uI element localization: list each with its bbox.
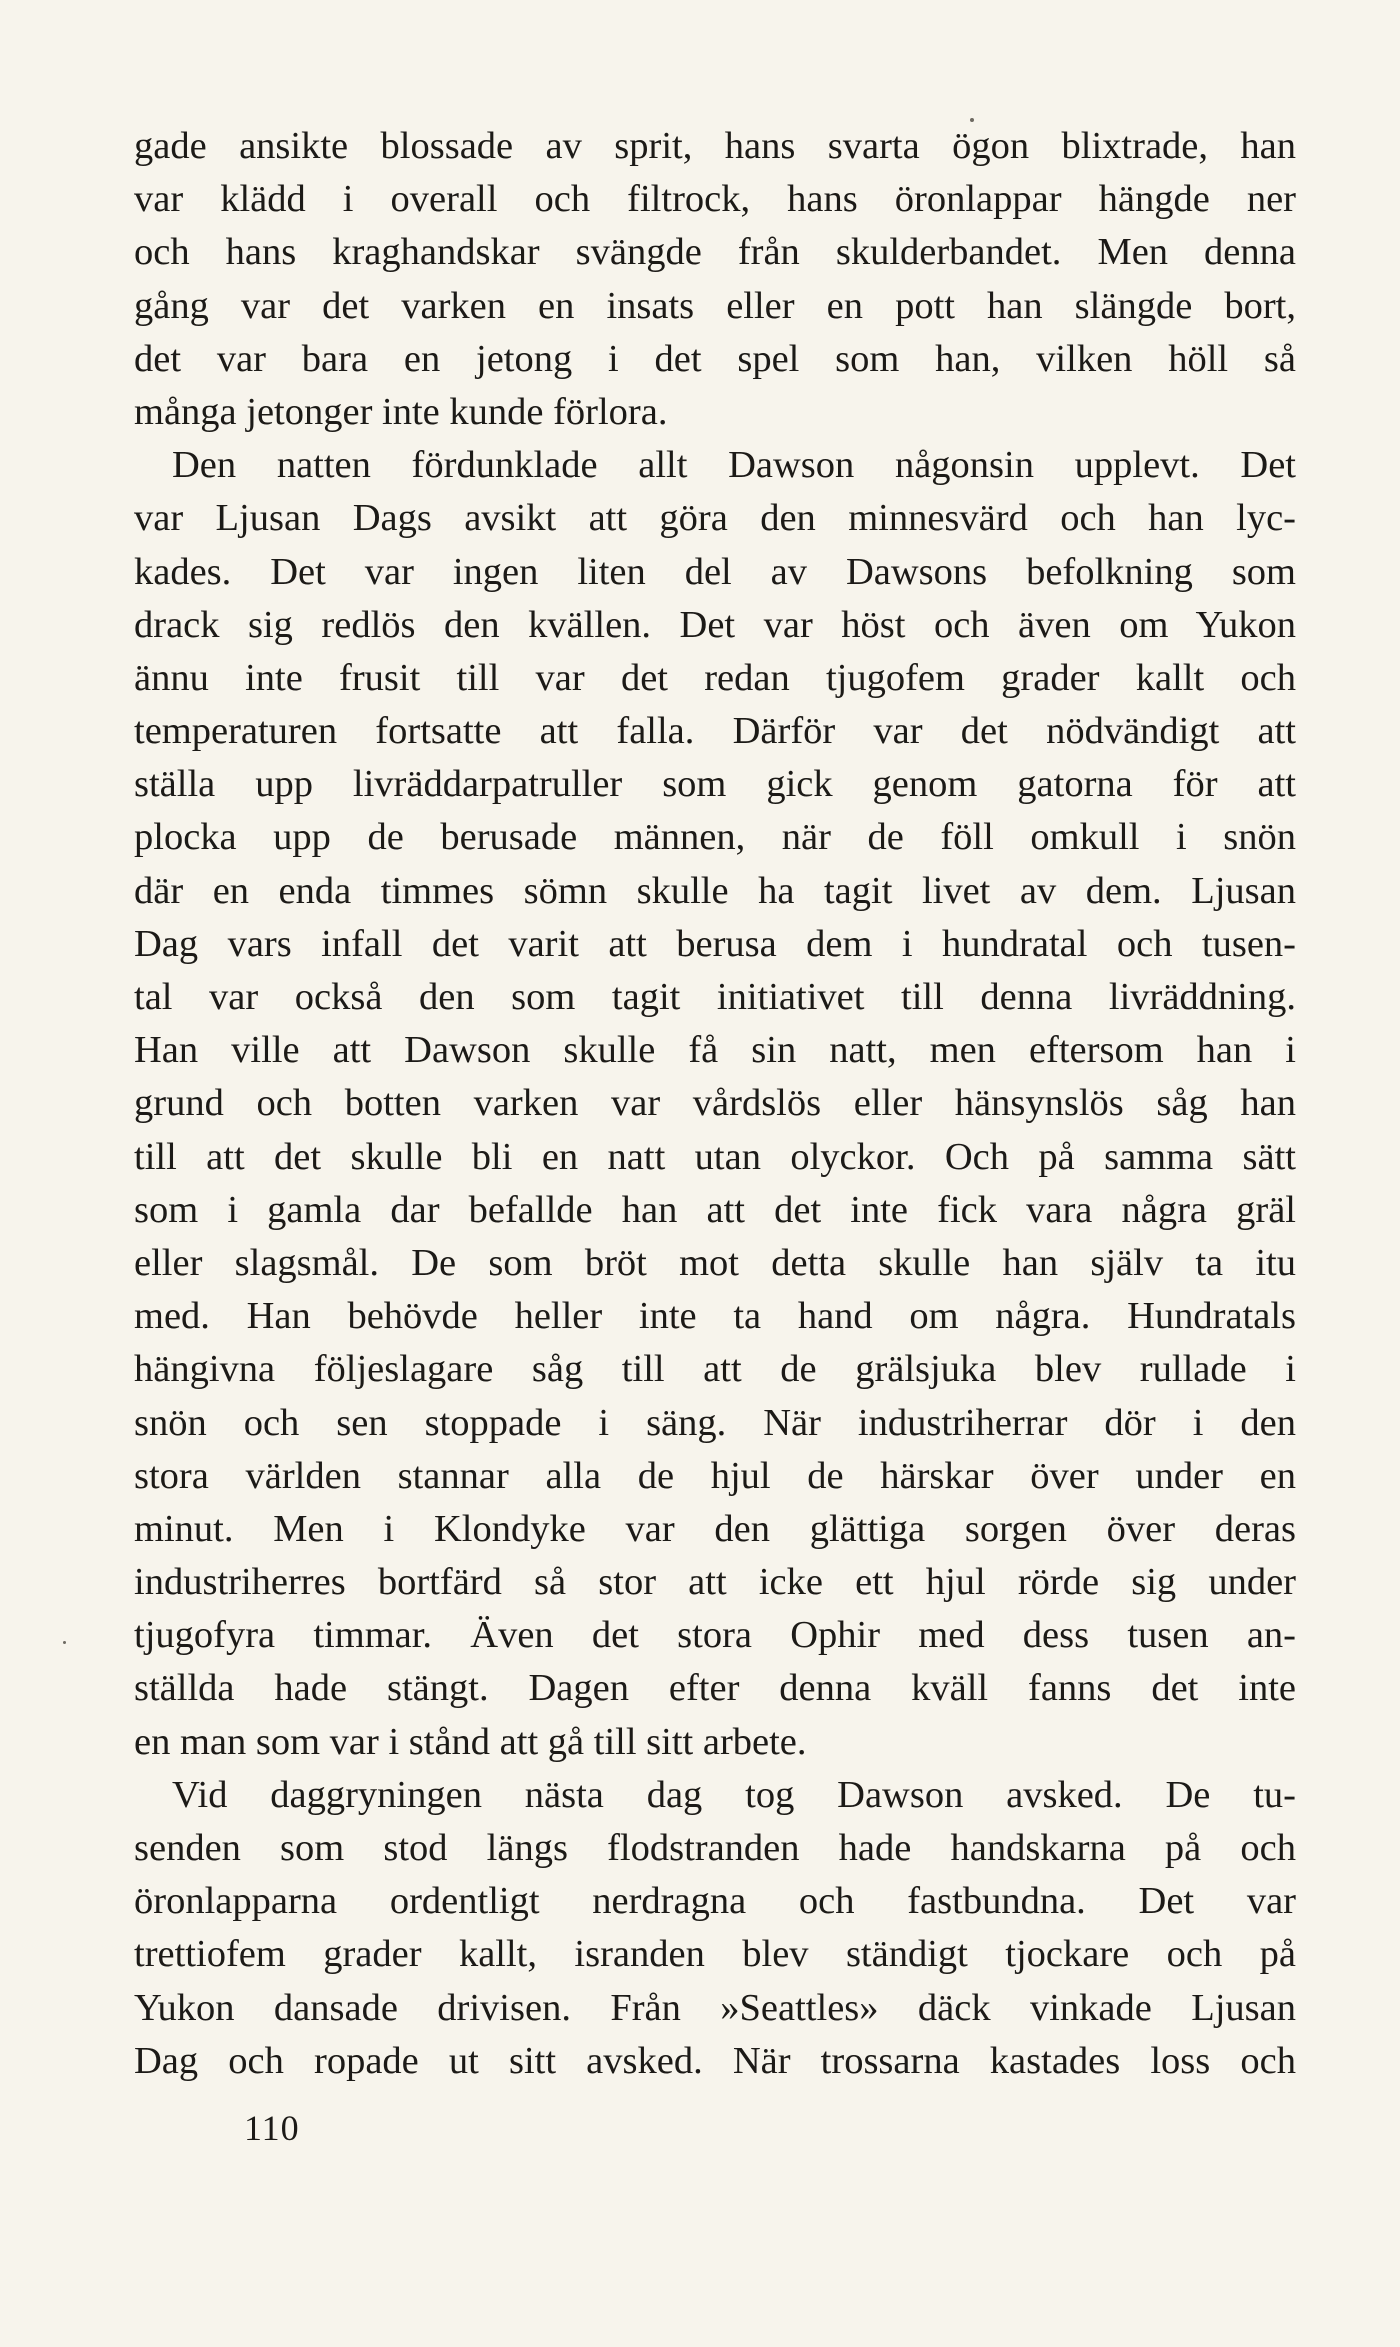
text-line: senden som stod längs flodstranden hade handskarna på och bbox=[134, 1827, 1296, 1869]
text-line: var klädd i overall och filtrock, hans öronlappar hängde ner bbox=[134, 178, 1296, 221]
page-number: 110 bbox=[244, 2108, 300, 2148]
text-line: många jetonger inte kunde förlora. bbox=[134, 390, 668, 433]
text-line: en man som var i stånd att gå till sitt arbete. bbox=[134, 1720, 807, 1763]
text-line: öronlapparna ordentligt nerdragna och fastbundna. Det var bbox=[134, 1880, 1296, 1923]
text-line: det var bara en jetong i det spel som han, vilken höll så bbox=[134, 337, 1296, 380]
text-line: minut. Men i Klondyke var den glättiga sorgen över deras bbox=[134, 1507, 1296, 1550]
text-line: Vid daggryningen nästa dag tog Dawson avsked. De tu- bbox=[172, 1773, 1296, 1816]
text-line: Den natten fördunklade allt Dawson någonsin upplevt. Det bbox=[172, 444, 1296, 487]
text-line: drack sig redlös den kvällen. Det var höst och även om Yukon bbox=[134, 603, 1296, 646]
body-text bbox=[134, 120, 1296, 2088]
text-line: Yukon dansade drivisen. Från »Seattles» däck vinkade Ljusan bbox=[134, 1986, 1296, 2029]
text-line: tal var också den som tagit initiativet till denna livräddning. bbox=[134, 976, 1296, 1018]
text-line: till att det skulle bli en natt utan olyckor. Och på samma sätt bbox=[134, 1135, 1296, 1178]
text-line: industriherres bortfärd så stor att icke ett hjul rörde sig under bbox=[134, 1561, 1296, 1604]
paper-speck bbox=[63, 1641, 66, 1644]
text-line: hängivna följeslagare såg till att de grälsjuka blev rullade i bbox=[134, 1348, 1296, 1391]
text-line: som i gamla dar befallde han att det inte fick vara några gräl bbox=[134, 1188, 1296, 1231]
text-line: stora världen stannar alla de hjul de härskar över under en bbox=[134, 1454, 1296, 1497]
text-line: med. Han behövde heller inte ta hand om några. Hundratals bbox=[134, 1295, 1296, 1338]
text-line: gade ansikte blossade av sprit, hans svarta ögon blixtrade, han bbox=[134, 125, 1296, 167]
text-line: där en enda timmes sömn skulle ha tagit livet av dem. Ljusan bbox=[134, 869, 1296, 912]
text-line: eller slagsmål. De som bröt mot detta skulle han själv ta itu bbox=[134, 1241, 1296, 1284]
text-line: grund och botten varken var vårdslös eller hänsynslös såg han bbox=[134, 1082, 1296, 1125]
text-line: och hans kraghandskar svängde från skulderbandet. Men denna bbox=[134, 231, 1296, 274]
text-line: kades. Det var ingen liten del av Dawsons befolkning som bbox=[134, 550, 1296, 593]
text-line: var Ljusan Dags avsikt att göra den minnesvärd och han lyc- bbox=[134, 497, 1296, 540]
text-line: plocka upp de berusade männen, när de föll omkull i snön bbox=[134, 816, 1296, 859]
text-line: trettiofem grader kallt, isranden blev ständigt tjockare och på bbox=[134, 1933, 1296, 1976]
text-line: temperaturen fortsatte att falla. Därför var det nödvändigt att bbox=[134, 710, 1296, 753]
text-line: ställda hade stängt. Dagen efter denna kväll fanns det inte bbox=[134, 1667, 1296, 1710]
text-line: gång var det varken en insats eller en pott han slängde bort, bbox=[134, 284, 1296, 327]
text-line: Dag och ropade ut sitt avsked. När trossarna kastades loss och bbox=[134, 2039, 1296, 2082]
text-line: Han ville att Dawson skulle få sin natt, men eftersom han i bbox=[134, 1029, 1296, 1072]
text-line: snön och sen stoppade i säng. När industriherrar dör i den bbox=[134, 1401, 1296, 1444]
text-line: ännu inte frusit till var det redan tjugofem grader kallt och bbox=[134, 656, 1296, 699]
text-line: ställa upp livräddarpatruller som gick genom gatorna för att bbox=[134, 763, 1296, 806]
text-line: Dag vars infall det varit att berusa dem i hundratal och tusen- bbox=[134, 922, 1296, 965]
text-line: tjugofyra timmar. Även det stora Ophir med dess tusen an- bbox=[134, 1614, 1296, 1657]
